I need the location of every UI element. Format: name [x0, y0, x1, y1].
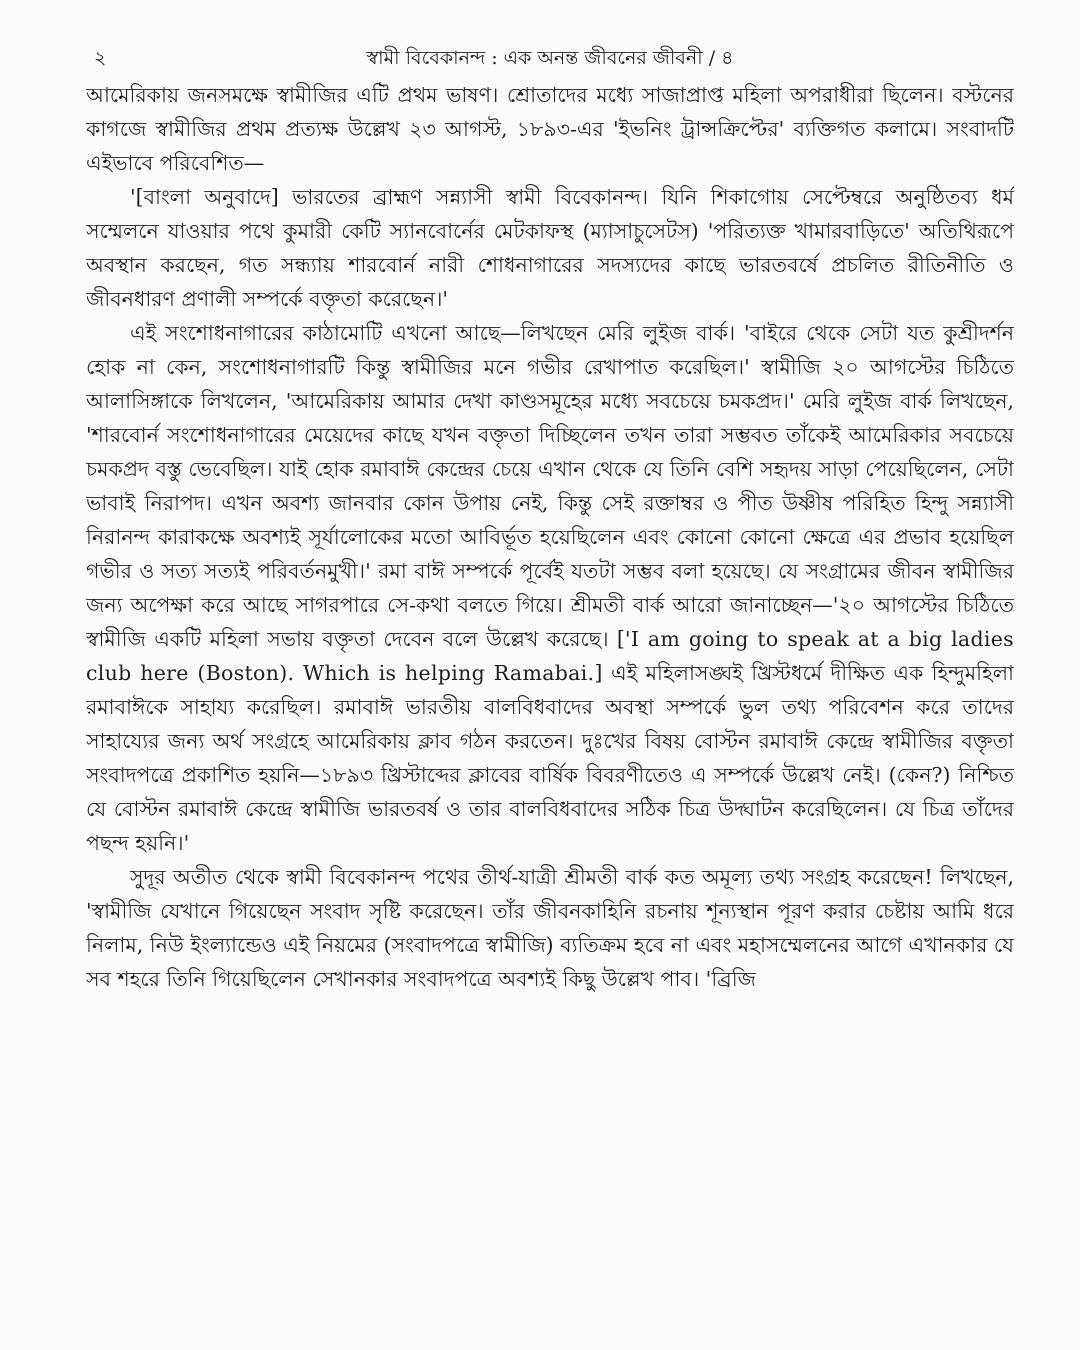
page-number: ২ — [94, 47, 107, 69]
english-quote: 'I am going to speak at a big ladies club here (Boston). Which is helping Ramabai.] — [86, 627, 1014, 685]
paragraph-4: সুদূর অতীত থেকে স্বামী বিবেকানন্দ পথের তীর্থ-যাত্রী শ্রীমতী বার্ক কত অমূল্য তথ্য সংগ্রহ করেছেন! লিখছেন, 'স্বামীজি যেখানে গিয়েছেন সংবাদ সৃষ্টি করেছেন। তাঁর জীবনকাহিনি রচনায় শূন্যস্থান পূরণ করার চেষ্টায় আমি ধরে নিলাম, নিউ ইংল্যান্ডেও এই নিয়মের (সংবাদপত্রে স্বামীজি) ব্যতিক্রম হবে না এবং মহাসম্মেলনের আগে এখানকার যে সব শহরে তিনি গিয়েছিলেন সেখানকার সংবাদপত্রে অবশ্যই কিছু উল্লেখ পাব। 'ব্রিজি — [86, 865, 1014, 991]
paragraph-3-text: এই সংশোধনাগারের কাঠামোটি এখনো আছে—লিখছেন মেরি লুইজ বার্ক। 'বাইরে থেকে সেটা যত কুশ্রীদর্শন হোক না কেন, সংশোধনাগারটি কিন্তু স্বামীজির মনে গভীর রেখাপাত করেছিল।' স্বামীজি ২০ আগস্টের চিঠিতে আলাসিঙ্গাকে লিখলেন, 'আমেরিকায় আমার দেখা কাণ্ডসমূহের মধ্যে সবচেয়ে চমকপ্রদ।' মেরি লুইজ বার্ক লিখছেন, 'শারবোর্ন সংশোধনাগারের মেয়েদের কাছে যখন বক্তৃতা দিচ্ছিলেন তখন তারা সম্ভবত তাঁকেই আমেরিকার সবচেয়ে চমকপ্রদ বস্তু ভেবেছিল। যাই হোক রমাবাঈ কেন্দ্রের চেয়ে এখান থেকে যে তিনি বেশি সহৃদয় সাড়া পেয়েছিলেন, সেটা ভাবাই নিরাপদ। এখন অবশ্য জানবার কোন উপায় নেই, কিন্তু সেই রক্তাম্বর ও পীত উষ্ণীষ পরিহিত হিন্দু সন্ন্যাসী নিরানন্দ কারাকক্ষে অবশ্যই সূর্যালোকের মতো আবির্ভূত হয়েছিলেন এবং কোনো কোনো ক্ষেত্রে এর প্রভাব হয়েছিল গভীর ও সত্য সত্যই পরিবর্তনমুখী।' রমা বাঈ সম্পর্কে পূর্বেই যতটা সম্ভব বলা হয়েছে। যে সংগ্রামের জীবন স্বামীজির জন্য অপেক্ষা করে আছে সাগরপারে সে-কথা বলতে গিয়ে। শ্রীমতী বার্ক আরো জানাচ্ছেন—'২০ আগস্টের চিঠিতে স্বামীজি একটি মহিলা সভায় বক্তৃতা দেবেন বলে উল্লেখ করেছে। [ — [86, 321, 1014, 651]
running-title: স্বামী বিবেকানন্দ : এক অনন্ত জীবনের জীবনী / ৪ — [366, 47, 734, 69]
paragraph-2-quote: '[বাংলা অনুবাদে] ভারতের ব্রাহ্মণ সন্ন্যাসী স্বামী বিবেকানন্দ। যিনি শিকাগোয় সেপ্টেম্বরে অনুষ্ঠিতব্য ধর্ম সম্মেলনে যাওয়ার পথে কুমারী কেটি স্যানবোর্নের মেটকাফস্থ (ম্যাসাচুসেটস) 'পরিত্যক্ত খামারবাড়িতে' অতিথিরূপে অবস্থান করছেন, গত সন্ধ্যায় শারবোর্ন নারী শোধনাগারের সদস্যদের কাছে ভারতবর্ষে প্রচলিত রীতিনীতি ও জীবনধারণ প্রণালী সম্পর্কে বক্তৃতা করেছেন।' — [86, 185, 1014, 311]
body-text — [86, 78, 1014, 996]
paragraph-3 — [86, 316, 1014, 860]
book-page — [86, 38, 1014, 1328]
paragraph-3-text-after: এই মহিলাসঙ্ঘই খ্রিস্টধর্মে দীক্ষিত এক হিন্দুমহিলা রমাবাঈকে সাহায্য করেছিল। রমাবাঈ ভারতীয় বালবিধবাদের অবস্থা সম্পর্কে ভুল তথ্য পরিবেশন করে তাদের সাহায্যের জন্য অর্থ সংগ্রহে আমেরিকায় ক্লাব গঠন করতেন। দুঃখের বিষয় বোস্টন রমাবাঈ কেন্দ্রে স্বামীজির বক্তৃতা সংবাদপত্রে প্রকাশিত হয়নি—১৮৯৩ খ্রিস্টাব্দের ক্লাবের বার্ষিক বিবরণীতেও এ সম্পর্কে উল্লেখ নেই। (কেন?) নিশ্চিত যে বোস্টন রমাবাঈ কেন্দ্রে স্বামীজি ভারতবর্ষ ও তার বালবিধবাদের সঠিক চিত্র উদ্ঘাটন করেছিলেন। যে চিত্র তাঁদের পছন্দ হয়নি।' — [86, 661, 1014, 855]
running-header — [86, 38, 1014, 78]
paragraph-1: আমেরিকায় জনসমক্ষে স্বামীজির এটি প্রথম ভাষণ। শ্রোতাদের মধ্যে সাজাপ্রাপ্ত মহিলা অপরাধীরা ছিলেন। বস্টনের কাগজে স্বামীজির প্রথম প্রত্যক্ষ উল্লেখ ২৩ আগস্ট, ১৮৯৩-এর 'ইভনিং ট্রান্সক্রিপ্টের' ব্যক্তিগত কলামে। সংবাদটি এইভাবে পরিবেশিত— — [86, 83, 1014, 175]
